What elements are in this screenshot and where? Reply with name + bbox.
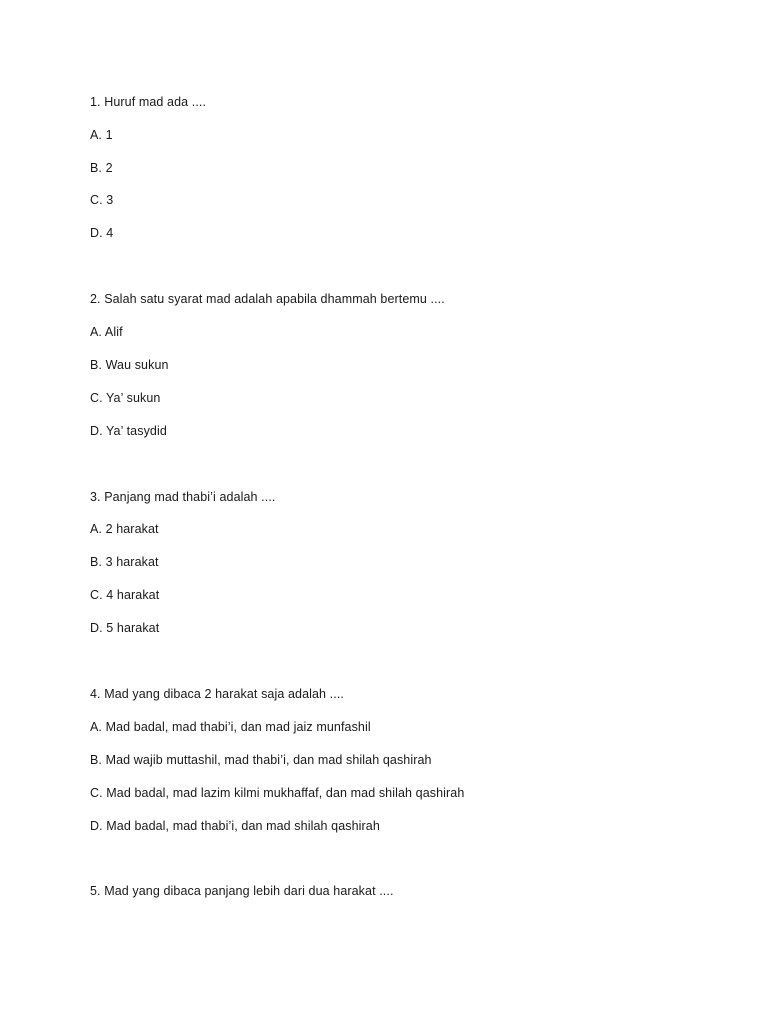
question-1-option-c: C. 3: [90, 193, 114, 207]
question-2-option-a: A. Alif: [90, 325, 123, 339]
question-3-option-b: B. 3 harakat: [90, 555, 159, 569]
question-1-option-b: B. 2: [90, 161, 113, 175]
question-4-option-c: C. Mad badal, mad lazim kilmi mukhaffaf, dan mad shilah qashirah: [90, 786, 465, 800]
question-1-option-a: A. 1: [90, 128, 113, 142]
question-3-text: 3. Panjang mad thabi’i adalah ....: [90, 490, 276, 504]
question-2-option-c: C. Ya’ sukun: [90, 391, 161, 405]
question-1-text: 1. Huruf mad ada ....: [90, 95, 207, 109]
question-4-option-b: B. Mad wajib muttashil, mad thabi’i, dan mad shilah qashirah: [90, 753, 432, 767]
question-4-option-d: D. Mad badal, mad thabi’i, dan mad shilah qashirah: [90, 819, 380, 833]
question-1-option-d: D. 4: [90, 226, 114, 240]
question-5-text: 5. Mad yang dibaca panjang lebih dari dua harakat ....: [90, 884, 394, 898]
question-2-option-b: B. Wau sukun: [90, 358, 169, 372]
question-2-text: 2. Salah satu syarat mad adalah apabila dhammah bertemu ....: [90, 292, 445, 306]
question-4-text: 4. Mad yang dibaca 2 harakat saja adalah ....: [90, 687, 344, 701]
question-2-option-d: D. Ya’ tasydid: [90, 424, 167, 438]
question-3-option-c: C. 4 harakat: [90, 588, 160, 602]
question-3-option-d: D. 5 harakat: [90, 621, 160, 635]
question-3-option-a: A. 2 harakat: [90, 522, 159, 536]
question-4-option-a: A. Mad badal, mad thabi’i, dan mad jaiz munfashil: [90, 720, 371, 734]
